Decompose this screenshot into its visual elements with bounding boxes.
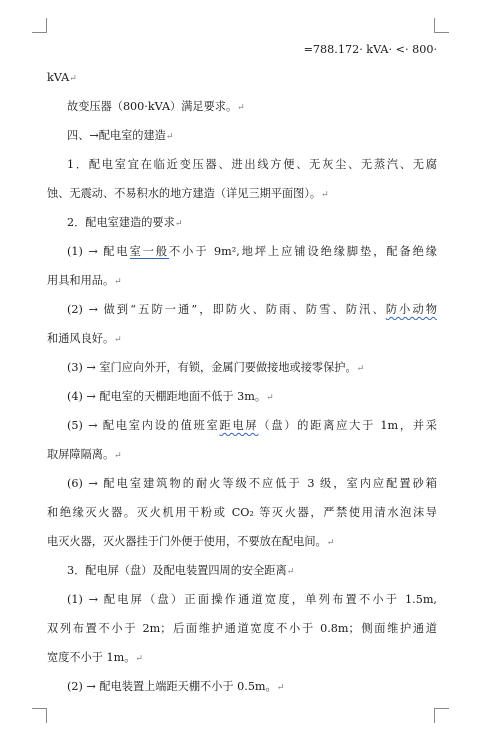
text-segment: 电灭火器，灭火器挂于门外便于使用，不要放在配电间。	[47, 535, 327, 548]
paragraph-mark-icon: ↵	[237, 103, 245, 113]
text-line-23	[47, 677, 437, 697]
text-line-1	[47, 40, 437, 60]
text-segment: (2) → 做到“五防一通”，即防火、防雨、防雪、防汛、	[67, 303, 386, 316]
text-line-16	[47, 474, 437, 494]
paragraph-mark-icon: ↵	[114, 335, 122, 345]
paragraph-mark-icon: ↵	[321, 190, 329, 200]
text-segment: 双列布置不小于 2m；后面维护通道宽度不小于 0.8m；侧面维护通道	[47, 622, 437, 635]
text-line-20	[47, 590, 437, 610]
text-line-17	[47, 503, 437, 523]
crop-mark-bottom-left	[32, 708, 47, 723]
paragraph-mark-icon: ↵	[174, 219, 183, 229]
paragraph-mark-icon: ↵	[356, 364, 365, 374]
text-segment: (5) → 配电室内设的值班室	[67, 419, 220, 432]
text-line-15	[47, 445, 437, 465]
text-segment: 用具和用品。	[47, 274, 115, 287]
document-page[interactable]	[47, 0, 437, 744]
text-segment: 不小于 9m²,地坪上应铺设绝缘脚垫，配备绝缘	[169, 245, 437, 258]
text-segment: 蚀、无震动、不易积水的地方建造（详见三期平面图）。	[47, 187, 322, 200]
wavy-underline-text: 防小动物	[385, 303, 437, 316]
text-segment: 2．配电室建造的要求	[67, 216, 175, 229]
paragraph-mark-icon: ↵	[165, 132, 174, 142]
text-segment: 四、→配电室的建造	[67, 129, 166, 142]
paragraph-mark-icon: ↵	[69, 74, 77, 84]
text-line-6	[47, 184, 437, 204]
text-line-12	[47, 358, 437, 378]
subheading-safety-distance	[47, 561, 437, 581]
section-heading-construction	[47, 126, 437, 146]
text-segment: (1) → 配电屏（盘）正面操作通道宽度，单列布置不小于 1.5m,	[67, 593, 437, 606]
text-segment: =788.172· kVA· <· 800·	[303, 43, 437, 56]
text-segment: kVA	[47, 71, 70, 84]
paragraph-mark-icon: ↵	[114, 451, 122, 461]
text-line-10	[47, 300, 437, 320]
text-segment: (1) → 配电	[67, 245, 130, 258]
text-segment: 和通风良好。	[47, 332, 115, 345]
paragraph-mark-icon: ↵	[286, 567, 295, 577]
subheading-requirements	[47, 213, 437, 233]
text-line-21	[47, 619, 437, 639]
grammar-underline-text: 室一般	[129, 245, 170, 258]
paragraph-mark-icon: ↵	[326, 538, 335, 548]
crop-mark-top-left	[32, 18, 47, 33]
text-line-3	[47, 97, 437, 117]
paragraph-mark-icon: ↵	[135, 654, 143, 664]
text-line-9	[47, 271, 437, 291]
text-segment: (3) → 室门应向外开，有锁，金属门要做接地或接零保护。	[67, 361, 357, 374]
text-line-8	[47, 242, 437, 262]
paragraph-mark-icon: ↵	[114, 277, 122, 287]
text-line-2	[47, 68, 437, 88]
paragraph-mark-icon: ↵	[276, 683, 285, 693]
text-line-18	[47, 532, 437, 552]
text-segment: (6) → 配电室建筑物的耐火等级不应低于 3 级，室内应配置砂箱	[67, 477, 437, 490]
text-line-13	[47, 387, 437, 407]
text-segment: (4) → 配电室的天棚距地面不低于 3m。	[67, 390, 267, 403]
text-line-5	[47, 155, 437, 175]
text-line-22	[47, 648, 437, 668]
text-segment: 宽度不小于 1m。	[47, 651, 136, 664]
text-segment: 取屏障隔离。	[47, 448, 115, 461]
text-segment: (2) → 配电装置上端距天棚不小于 0.5m。	[67, 680, 277, 693]
text-line-11	[47, 329, 437, 349]
text-segment: 故变压器（800·kVA）满足要求。	[67, 100, 238, 113]
text-line-14	[47, 416, 437, 436]
text-segment: （盘）的距离应大于 1m，并采	[258, 419, 437, 432]
wavy-underline-text: 距电屏	[219, 419, 259, 432]
text-segment: 3．配电屏（盘）及配电装置四周的安全距离	[67, 564, 287, 577]
text-segment: 1．配电室宜在临近变压器、进出线方便、无灰尘、无蒸汽、无腐	[67, 158, 437, 171]
text-segment: 和绝缘灭火器。灭火机用干粉或 CO₂ 等灭火器，严禁使用清水泡沫导	[47, 506, 437, 519]
paragraph-mark-icon: ↵	[266, 393, 274, 403]
